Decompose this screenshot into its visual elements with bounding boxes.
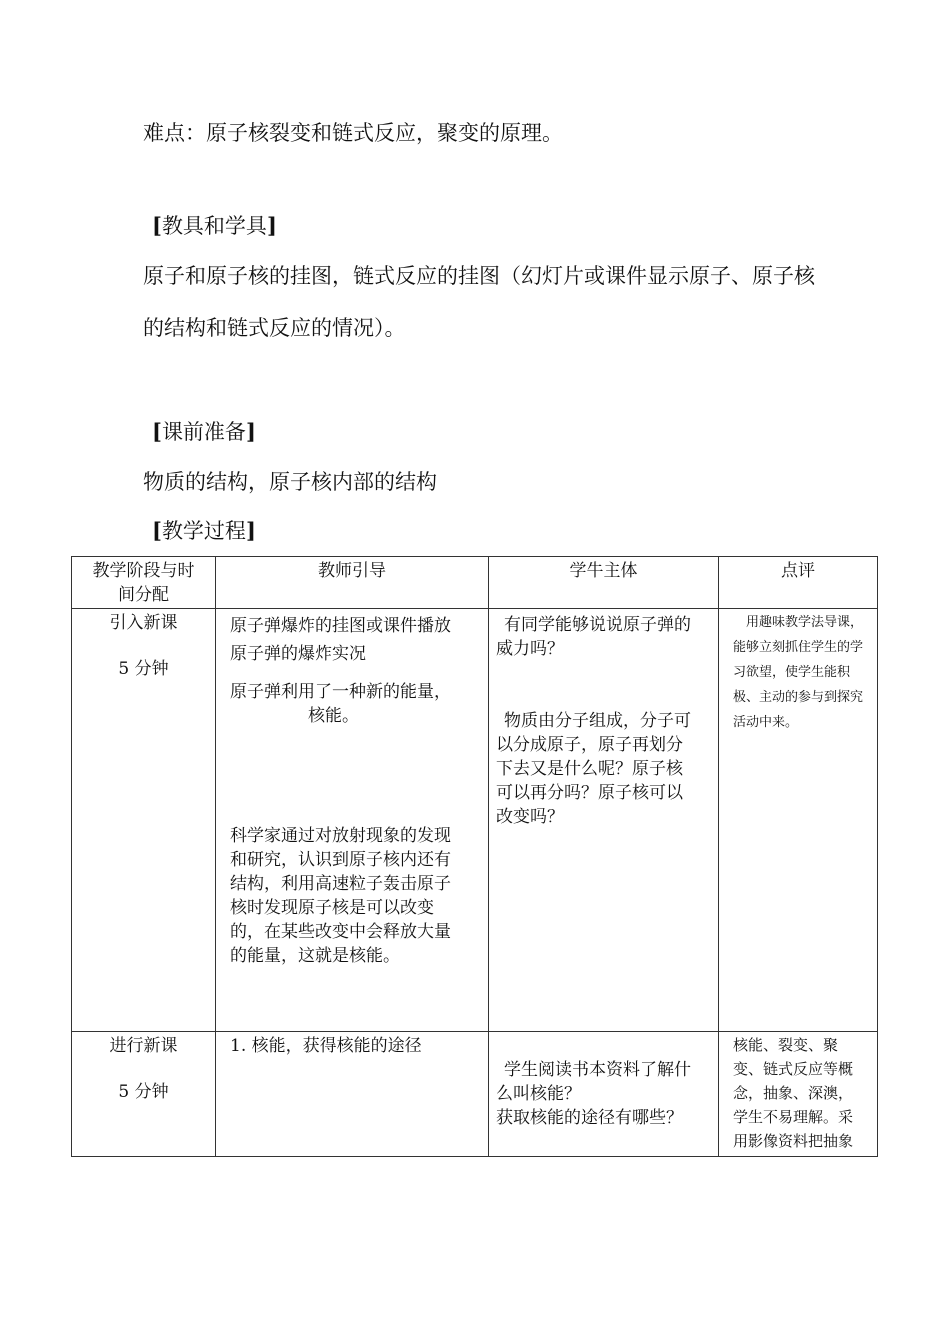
prep-heading-text: 课前准备 [161, 420, 246, 444]
stage-time: 5 分钟 [118, 1082, 169, 1102]
header-stage-line2: 间分配 [118, 585, 169, 605]
tools-heading [152, 210, 277, 240]
tools-heading-text: 教具和学具 [161, 214, 267, 238]
comment-line: 核能、裂变、聚 [733, 1036, 839, 1054]
comment-cell [719, 1032, 878, 1157]
bracket-close: ] [266, 213, 277, 238]
student-line: 威力吗？ [496, 639, 564, 659]
comment-line: 变、链式反应等概 [733, 1060, 854, 1078]
stage-label: 引入新课 [109, 613, 178, 633]
student-line: 改变吗？ [496, 807, 564, 827]
header-comment: 点评 [719, 557, 878, 609]
header-student: 学牛主体 [489, 557, 719, 609]
header-teacher: 教师引导 [216, 557, 489, 609]
student-line: 可以再分吗？原子核可以 [496, 783, 683, 803]
table-row [72, 1032, 878, 1157]
prep-heading [152, 416, 256, 446]
teacher-line: 的，在某些改变中会释放大量 [230, 922, 451, 942]
comment-line: 极、主动的参与到探究 [733, 690, 864, 705]
comment-line: 能够立刻抓住学生的学 [733, 640, 864, 655]
comment-line: 用趣味教学法导课， [746, 615, 864, 630]
process-heading [152, 515, 256, 545]
header-stage-line1: 教学阶段与时 [92, 561, 195, 581]
stage-cell [72, 1032, 216, 1157]
teacher-cell [216, 1032, 489, 1157]
bracket-close: ] [245, 419, 256, 444]
comment-cell [719, 609, 878, 1032]
student-line: 物质由分子组成，分子可 [504, 711, 691, 731]
student-line: 学生阅读书本资料了解什 [504, 1060, 691, 1080]
bracket-close: ] [245, 518, 256, 543]
teacher-cell [216, 609, 489, 1032]
teacher-line: 1. 核能，获得核能的途径 [230, 1036, 422, 1056]
bracket-open: [ [152, 419, 162, 444]
comment-line: 学生不易理解。采 [733, 1108, 854, 1126]
teacher-line: 原子弹利用了一种新的能量， [230, 682, 451, 702]
stage-cell [72, 609, 216, 1032]
teacher-line: 原子弹爆炸的挂图或课件播放 [230, 616, 451, 636]
comment-line: 习欲望，使学生能积 [733, 665, 851, 680]
teacher-line: 和研究，认识到原子核内还有 [230, 850, 451, 870]
teacher-line: 的能量，这就是核能。 [230, 946, 400, 966]
table-header-row [72, 557, 878, 609]
student-line: 以分成原子，原子再划分 [496, 735, 683, 755]
tools-line-1: 原子和原子核的挂图，链式反应的挂图（幻灯片或课件显示原子、原子核 [143, 264, 815, 288]
difficulty-text: 难点：原子核裂变和链式反应，聚变的原理。 [143, 121, 563, 145]
student-line: 有同学能够说说原子弹的 [504, 615, 691, 635]
table-row [72, 609, 878, 1032]
student-line: 么叫核能？ [496, 1084, 581, 1104]
process-heading-text: 教学过程 [161, 519, 246, 543]
comment-line: 念，抽象、深澳， [733, 1084, 854, 1102]
student-line: 下去又是什么呢？原子核 [496, 759, 683, 779]
bracket-open: [ [152, 213, 162, 238]
stage-label: 进行新课 [109, 1036, 178, 1056]
teacher-line: 核时发现原子核是可以改变 [230, 898, 434, 918]
student-line: 获取核能的途径有哪些？ [496, 1108, 683, 1128]
comment-line: 活动中来。 [733, 715, 799, 730]
stage-time: 5 分钟 [118, 659, 169, 679]
teacher-line: 原子弹的爆炸实况 [230, 644, 366, 664]
teacher-line: 结构，利用高速粒子轰击原子 [230, 874, 451, 894]
prep-line-1: 物质的结构，原子核内部的结构 [143, 470, 437, 494]
tools-line-2: 的结构和链式反应的情况）。 [143, 316, 406, 340]
comment-line: 用影像资料把抽象 [733, 1132, 854, 1150]
bracket-open: [ [152, 518, 162, 543]
lesson-table [71, 556, 878, 1157]
student-cell [489, 1032, 719, 1157]
teacher-line: 核能。 [308, 706, 359, 726]
header-stage [72, 557, 216, 609]
student-cell [489, 609, 719, 1032]
teacher-line: 科学家通过对放射现象的发现 [230, 826, 451, 846]
